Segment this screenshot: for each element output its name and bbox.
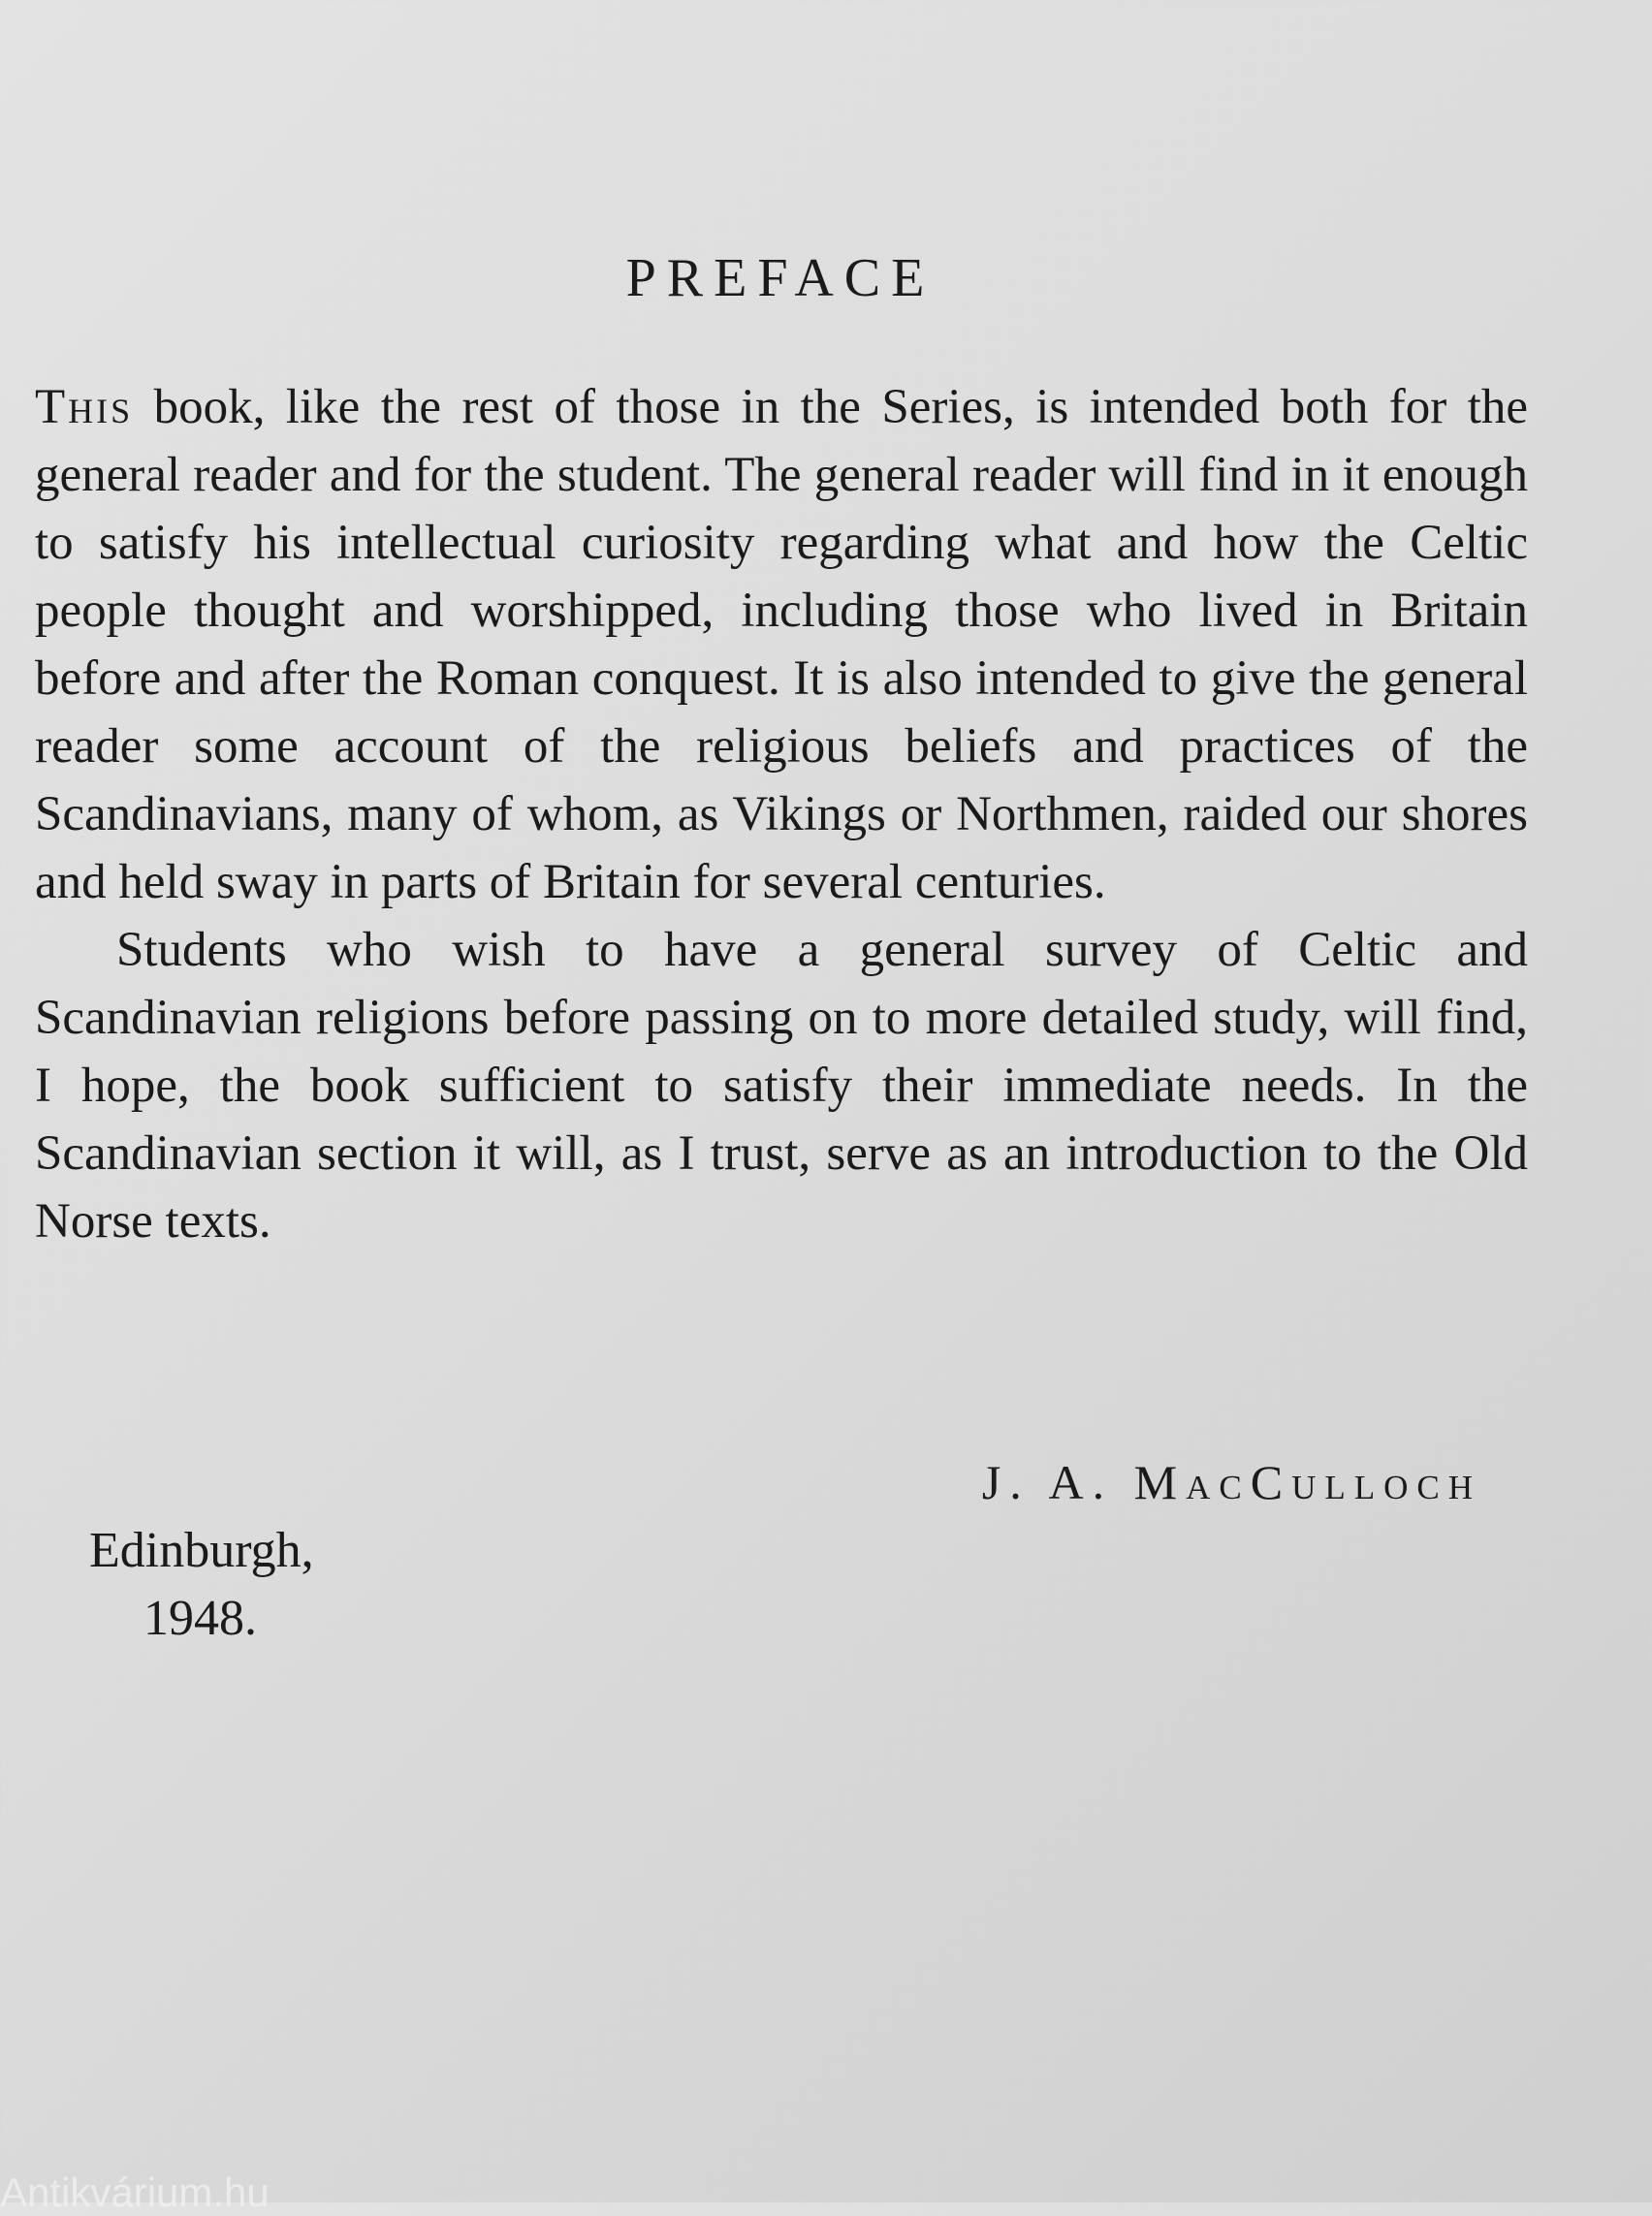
- paragraph-text: Students who wish to have a general survey of Celtic and Scandinavian religions before passing on to more detailed study, will find, I hope, the book sufficient to satisfy their immediate needs. In the Scandinavian section it will, as I trust, serve as an introduction to the Old Norse texts.: [35, 923, 1528, 1249]
- place-and-date: [89, 1517, 314, 1653]
- author-signature: J. A. MacCulloch: [981, 1455, 1481, 1509]
- preface-paragraph-1: [35, 373, 1528, 916]
- watermark-text: Antikvárium.hu: [0, 2169, 270, 2215]
- paragraph-lead-word: This: [35, 380, 134, 434]
- preface-body: [35, 373, 1528, 1255]
- year: 1948.: [143, 1591, 257, 1646]
- paragraph-text: book, like the rest of those in the Series, is intended both for the general reader and for the student. The general reader will find in it enough to satisfy his intellectual curiosity regarding what and how the Celtic people thought and worshipped, including those who lived in Britain before and after the Roman conquest. It is also intended to give the general reader some account of the religious beliefs and practices of the Scandinavians, many of whom, as Vikings or Northmen, raided our shores and held sway in parts of Britain for several centuries.: [35, 380, 1528, 909]
- place-name: Edinburgh,: [89, 1523, 314, 1578]
- preface-paragraph-2: [35, 916, 1528, 1255]
- page-title: PREFACE: [625, 248, 936, 308]
